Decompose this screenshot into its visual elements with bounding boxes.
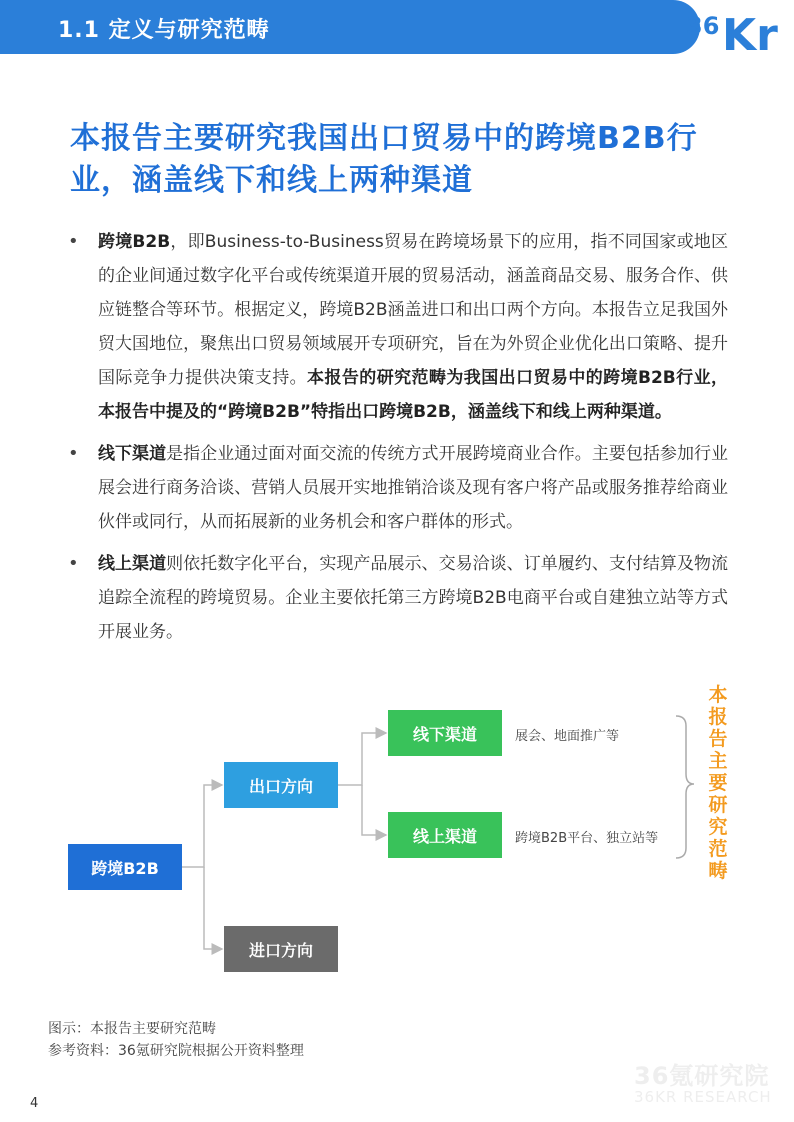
bullet-term: 线下渠道 [98,444,167,464]
node-cross-border-b2b: 跨境B2B [68,844,182,890]
page-number: 4 [30,1096,39,1111]
bullet-text [98,437,728,539]
offline-channel-description: 展会、地面推广等 [515,729,620,744]
bullet-item-offline [68,437,728,539]
watermark-cn: 36氪研究院 [634,1062,770,1090]
bullet-list [68,225,728,657]
logo-36kr [686,4,786,52]
bullet-item-cross-border-b2b [68,225,728,429]
online-channel-description: 跨境B2B平台、独立站等 [515,831,659,846]
bullet-text [98,225,728,429]
figure-caption [48,1018,304,1062]
scope-diagram [0,680,794,990]
connector-export-to-online [362,785,386,835]
node-import-direction: 进口方向 [224,926,338,972]
bullet-dot-icon: • [68,443,79,464]
connector-export-to-offline [338,733,386,785]
bullet-body: 是指企业通过面对面交流的传统方式开展跨境商业合作。主要包括参加行业展会进行商务洽谈、营销人员展开实地推销洽谈及现有客户将产品或服务推荐给商业伙伴或同行，从而拓展新的业务机会和客户群体的形式。 [98,444,729,532]
bullet-text [98,547,728,649]
connector-root-to-export [182,785,222,867]
watermark-en: 36KR RESEARCH [634,1088,772,1106]
svg-text:Kr: Kr [722,10,778,52]
header-bar [0,0,700,54]
node-online-channel: 线上渠道 [388,812,502,858]
bullet-body: ，即Business-to-Business贸易在跨境场景下的应用，指不同国家或地区的企业间通过数字化平台或传统渠道开展的贸易活动，涵盖商品交易、服务合作、供应链整合等环节。根据定义，跨境B2B涵盖进口和出口两个方向。本报告立足我国外贸大国地位，聚焦出口贸易领域展开专项研究，旨在为外贸企业优化出口策略、提升国际竞争力提供决策支持。 [98,232,728,388]
bullet-emphasis: 本报告的研究范畴为我国出口贸易中的跨境B2B行业，本报告中提及的“跨境B2B”特指出口跨境B2B，涵盖线下和线上两种渠道。 [98,368,728,422]
connector-root-to-import [204,867,222,949]
bullet-term: 跨境B2B [98,232,171,252]
bullet-body: 则依托数字化平台，实现产品展示、交易洽谈、订单履约、支付结算及物流追踪全流程的跨境贸易。企业主要依托第三方跨境B2B电商平台或自建独立站等方式开展业务。 [98,554,729,642]
node-offline-channel: 线下渠道 [388,710,502,756]
scope-label: 本报告主要研究范畴 [708,684,728,882]
bullet-dot-icon: • [68,553,79,574]
bullet-item-online [68,547,728,649]
svg-text:36: 36 [686,12,720,40]
bullet-dot-icon: • [68,231,79,252]
bullet-term: 线上渠道 [98,554,167,574]
main-heading: 本报告主要研究我国出口贸易中的跨境B2B行业，涵盖线下和线上两种渠道 [70,121,698,198]
scope-bracket [676,716,694,858]
figure-title: 图示：本报告主要研究范畴 [48,1021,216,1037]
node-export-direction: 出口方向 [224,762,338,808]
figure-source: 参考资料：36氪研究院根据公开资料整理 [48,1043,304,1059]
section-title: 1.1 定义与研究范畴 [58,18,270,43]
